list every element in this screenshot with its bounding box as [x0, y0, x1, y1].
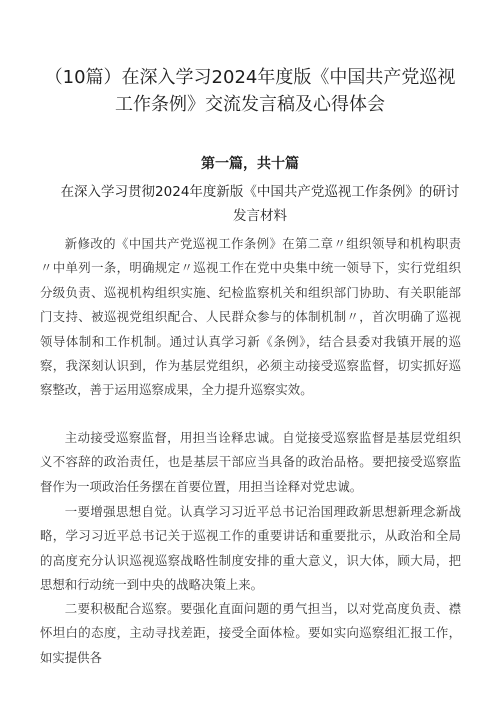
paragraph: 主动接受巡察监督，用担当诠释忠诚。自觉接受巡察监督是基层党组织义不容辞的政治责任，也是基层干部应当具备的政治品格。要把接受巡察监督作为一项政治任务摆在首要位置，用担当诠释对党忠诚。 — [40, 430, 461, 494]
sub-heading: 在深入学习贯彻2024年度新版《中国共产党巡视工作条例》的研讨发言材料 — [60, 184, 460, 224]
paragraph: 二要积极配合巡察。要强化直面问题的勇气担当，以对党高度负责、襟怀坦白的态度，主动寻找差距，接受全面体检。要如实向巡察组汇报工作，如实提供各 — [40, 601, 461, 665]
paragraph: 一要增强思想自觉。认真学习习近平总书记治国理政新思想新理念新战略，学习习近平总书记关于巡视工作的重要讲话和重要批示，从政治和全局的高度充分认识巡视巡察战略性制度安排的重大意义，识大体，顾大局，把思想和行动统一到中央的战略决策上来。 — [40, 504, 461, 593]
document-title: （10篇）在深入学习2024年度版《中国共产党巡视工作条例》交流发言稿及心得体会 — [44, 67, 456, 115]
section-heading: 第一篇，共十篇 — [201, 156, 299, 172]
paragraph: 新修改的《中国共产党巡视工作条例》在第二章〃组织领导和机构职责〃中单列一条，明确规定〃巡视工作在党中央集中统一领导下，实行党组织分级负责、巡视机构组织实施、纪检监察机关和组织部门协助、有关职能部门支持、被巡视党组织配合、人民群众参与的体制机制〃，首次明确了巡视领导体制和工作机制。通过认真学习新《条例》，结合县委对我镇开展的巡察，我深刻认识到，作为基层党组织，必须主动接受巡察监督，切实抓好巡察整改，善于运用巡察成果，全力提升巡察实效。 — [40, 236, 461, 398]
